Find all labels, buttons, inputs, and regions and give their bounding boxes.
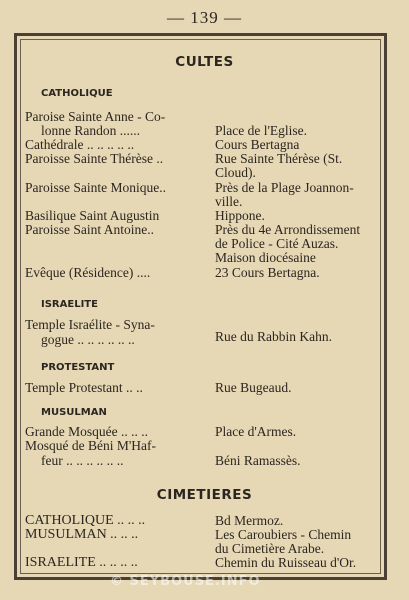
entry-name: Paroisse Sainte Thérèse .. (25, 151, 164, 166)
entry-address: 23 Cours Bertagna. (215, 265, 320, 280)
entry-address: Rue Bugeaud. (215, 380, 292, 395)
entry-name: Evêque (Résidence) .... (25, 265, 151, 280)
entry-name: Mosqué de Béni M'Haf- (25, 438, 157, 453)
subsection-catholique: CATHOLIQUE (41, 88, 113, 99)
entry-name-cont: lonne Randon ...... (41, 123, 140, 138)
entry-address: Béni Ramassès. (215, 453, 301, 468)
entry-name: Paroisse Sainte Monique.. (25, 180, 166, 195)
subsection-musulman: MUSULMAN (41, 407, 107, 418)
section-title-cimetieres: CIMETIERES (156, 487, 253, 503)
entry-name: Paroisse Saint Antoine.. (25, 222, 154, 237)
entry-name: Cathédrale .. .. .. .. .. (25, 137, 135, 152)
entry-address: Rue Sainte Thérèse (St. Cloud). (215, 151, 343, 180)
entry-name-cont: gogue .. .. .. .. .. .. (41, 332, 135, 347)
entry-name: Paroise Sainte Anne - Co- (25, 109, 166, 124)
entry-address: Près du 4e Arrondissement de Police - Cité Auzas. Maison diocésaine (215, 222, 361, 265)
subsection-protestant: PROTESTANT (41, 362, 115, 373)
entry-address: Près de la Plage Joannon- ville. (215, 180, 354, 209)
subsection-israelite: ISRAELITE (41, 299, 98, 310)
entry-address: Les Caroubiers - Chemin du Cimetière Arabe. (215, 527, 352, 556)
page-number: — 139 — (167, 8, 242, 27)
entry-name-cont: feur .. .. .. .. .. .. (41, 453, 124, 468)
entry-name: Temple Protestant .. .. (25, 380, 143, 395)
entry-address: Bd Mermoz. (215, 513, 284, 528)
entry-name: Grande Mosquée .. .. .. (25, 424, 148, 439)
watermark: © SEYBOUSE.INFO (110, 574, 261, 589)
entry-address: Place d'Armes. (215, 424, 297, 439)
entry-name: ISRAELITE .. .. .. .. (25, 555, 138, 570)
entry-name: MUSULMAN .. .. .. (25, 527, 139, 542)
entry-address: Place de l'Eglise. (215, 123, 308, 138)
entry-address: Hippone. (215, 208, 265, 223)
entry-address: Rue du Rabbin Kahn. (215, 329, 332, 344)
section-title-cultes: CULTES (175, 54, 234, 70)
entry-name: Temple Israélite - Syna- (25, 317, 155, 332)
entry-address: Chemin du Ruisseau d'Or. (215, 555, 357, 570)
entry-name: CATHOLIQUE .. .. .. (25, 513, 146, 528)
entry-name: Basilique Saint Augustin (25, 208, 160, 223)
entry-address: Cours Bertagna (215, 137, 300, 152)
